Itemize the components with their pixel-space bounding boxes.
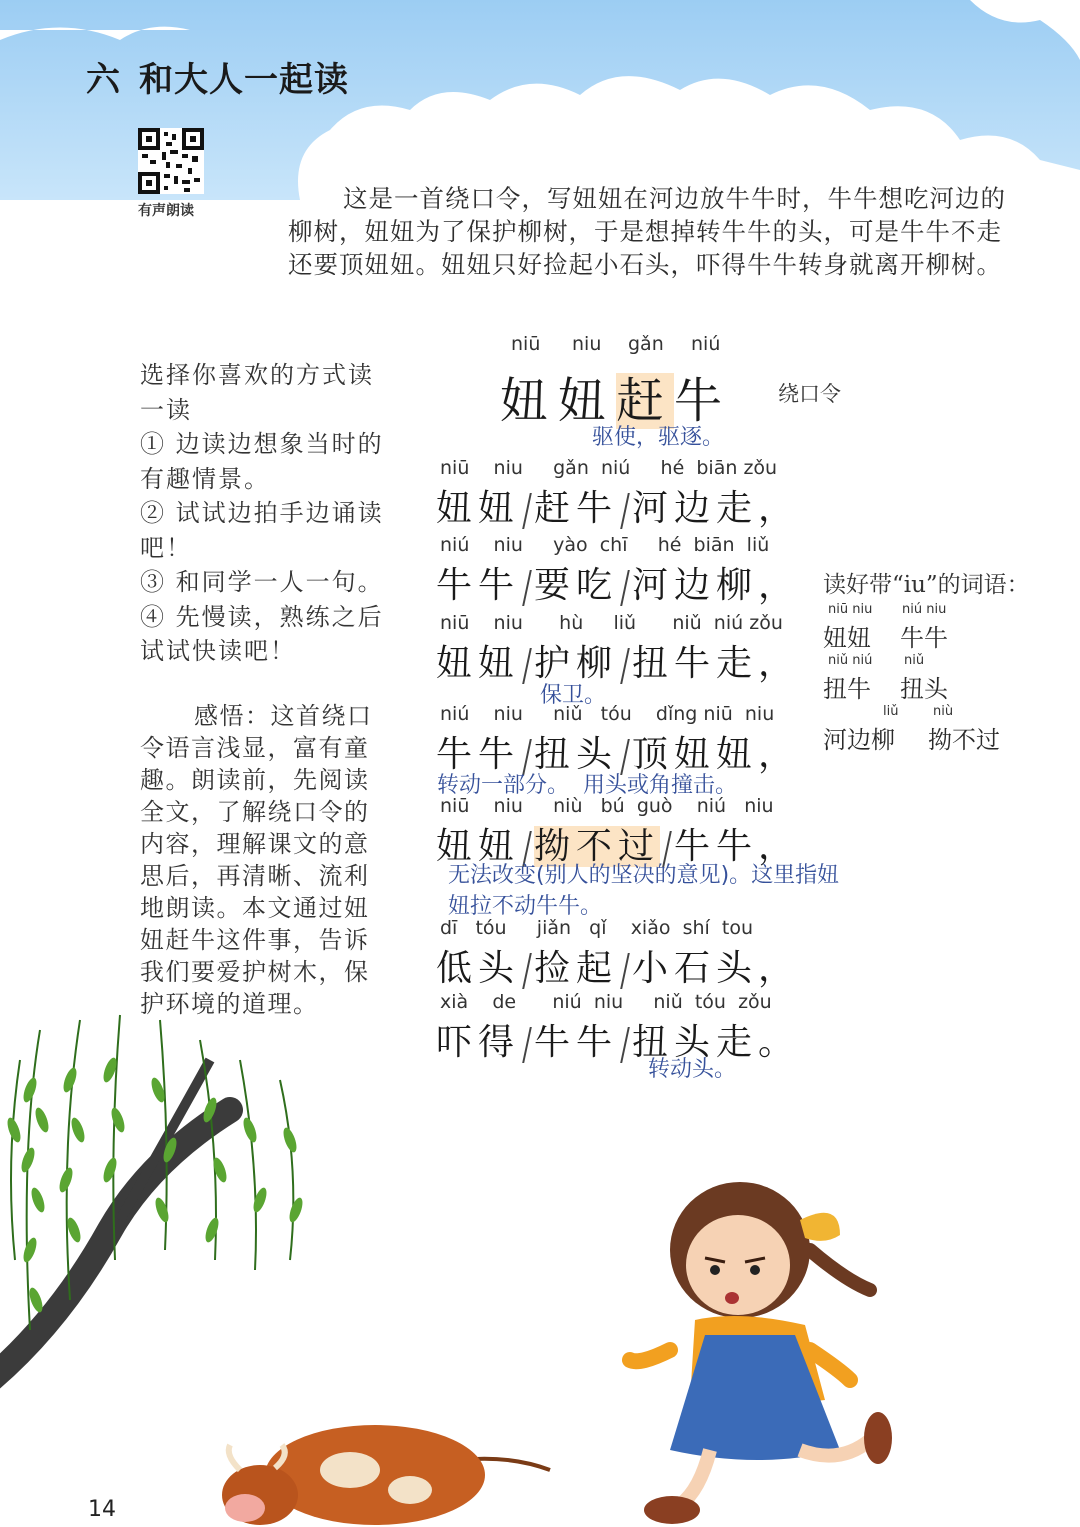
word-group: 赶牛 [534,488,619,529]
willow-tree-illustration [0,1000,320,1420]
word-annotation: 保卫。 [540,683,607,708]
word-pinyin: niú niu [902,602,947,617]
line-pinyin [440,917,753,939]
line-pinyin [440,703,774,725]
pinyin: zǒu [749,612,783,634]
pinyin: bú [600,795,625,817]
pinyin: niǔ [672,612,702,634]
word-pinyin: liǔ [883,704,899,719]
title-char: 牛 [674,373,733,429]
poem-line [436,940,800,991]
pinyin: niu [493,612,523,634]
iu-word-panel [823,566,1073,599]
pinyin: dī [440,917,458,939]
girl-illustration [610,1120,910,1527]
pinyin: biān [696,457,738,479]
word-group: 扭头走 [632,1022,759,1063]
poem-line [436,557,800,608]
iu-panel-heading: 读好带“iu”的词语： [823,572,1030,598]
poem-line [436,635,800,686]
intro-paragraph: 这是一首绕口令，写妞妞在河边放牛牛时，牛牛想吃河边的柳树，妞妞为了保护柳树，于是想掉转牛牛的头，可是牛牛不走还要顶妞妞。妞妞只好捡起小石头，吓得牛牛转身就离开柳树。 [288,184,1006,279]
pinyin: hé [660,457,685,479]
page-number: 14 [88,1497,116,1522]
pinyin: hù [559,612,584,634]
word-group: 捡起 [534,948,619,989]
word-group: 河边柳 [632,565,759,606]
word-pinyin: niǔ [904,653,925,668]
pinyin: biān [693,534,735,556]
poem-line [436,1014,800,1065]
pinyin: niù [553,795,583,817]
word-pinyin: niù [933,704,954,719]
pinyin: niú [552,991,582,1013]
pinyin: jiǎn [536,917,572,939]
insight-paragraph [140,700,390,1020]
word-group: 牛牛 [436,565,521,606]
line-pinyin [440,457,777,479]
cow-illustration [210,1400,570,1527]
punctuation: ， [758,643,801,684]
pinyin: niu [744,795,774,817]
qr-label: 有声朗读 [138,203,194,219]
pinyin: xiǎo [630,917,671,939]
word-group: 小石头 [632,948,759,989]
word-group: 妞妞 [436,826,521,867]
word-group: 妞妞 [436,643,521,684]
iu-word: 拗不过 [928,726,1000,754]
pinyin: tóu [694,991,726,1013]
pinyin: dǐng [655,703,698,725]
pinyin: zǒu [743,457,778,479]
punctuation: ， [758,734,801,775]
pinyin: guò [636,795,673,817]
word-group: 拗不过 [534,826,661,867]
pinyin: niu [493,534,523,556]
iu-word: 扭牛 [823,675,871,703]
punctuation: ， [758,565,801,606]
line-pinyin [440,534,769,556]
word-group: 低头 [436,948,521,989]
pinyin: niu [493,457,523,479]
pinyin: niú [713,612,744,634]
punctuation: ， [758,948,801,989]
pinyin: niu [493,703,523,725]
pinyin: shí [682,917,710,939]
word-group: 要吃 [534,565,619,606]
pinyin: niú [600,457,631,479]
word-annotation: 无法改变(别人的坚决的意见)。这里指妞妞拉不动牛牛。 [448,863,840,919]
instruction-item: ④ 先慢读，熟练之后试试快读吧！ [140,602,384,665]
genre-tag: 绕口令 [778,382,841,406]
poem-line [436,480,800,531]
word-group: 扭头 [534,734,619,775]
word-group: 河边走 [632,488,759,529]
word-pinyin: niū niu [828,602,873,617]
word-annotation: 转动一部分。 用头或角撞击。 [437,773,737,798]
pinyin: niū [703,703,733,725]
pinyin: niǔ [653,991,683,1013]
pinyin: niǔ [553,703,583,725]
qr-code[interactable] [138,128,204,194]
iu-word: 牛牛 [900,624,948,652]
pinyin: chī [599,534,628,556]
title-pinyin: niú [691,333,721,355]
title-char: 赶 [616,373,675,429]
unit-number: 六 [86,60,121,100]
word-pinyin: niǔ niú [828,653,873,668]
pinyin: tóu [600,703,632,725]
word-group: 牛牛 [534,1022,619,1063]
unit-title-text: 和大人一起读 [139,60,349,100]
word-group: 吓得 [436,1022,521,1063]
word-group: 牛牛 [436,734,521,775]
punctuation: 。 [758,1022,801,1063]
pinyin: niú [696,795,727,817]
iu-word: 妞妞 [823,624,871,652]
pinyin: qǐ [589,917,607,939]
punctuation: ， [758,826,801,867]
pinyin: niu [593,991,624,1013]
word-group: 扭牛走 [632,643,759,684]
word-group: 牛牛 [674,826,759,867]
pinyin: de [492,991,517,1013]
pinyin: yào [553,534,588,556]
insight-text: 感悟：这首绕口令语言浅显，富有童趣。朗读前，先阅读全文，了解绕口令的内容，理解课文的意思后，再清晰、流利地朗读。本文通过妞妞赶牛这件事，告诉我们要爱护树木，保护环境的道理。 [140,702,373,1018]
word-group: 妞妞 [436,488,521,529]
instruction-item: ② 试试边拍手边诵读吧！ [140,499,384,562]
line-pinyin [440,795,774,817]
word-annotation: 转动头。 [648,1057,737,1082]
line-pinyin [440,612,783,634]
pinyin: niú [440,534,470,556]
pinyin: niū [440,457,470,479]
line-pinyin [440,991,772,1013]
pinyin: liǔ [746,534,770,556]
pinyin: zǒu [738,991,772,1013]
punctuation: ， [758,488,801,529]
pinyin: hé [657,534,682,556]
reading-instructions [140,358,390,669]
pinyin: liǔ [613,612,637,634]
title-pinyin: gǎn [628,333,664,355]
instructions-heading: 选择你喜欢的方式读一读 [140,361,374,424]
unit-title [86,52,349,101]
pinyin: tou [721,917,754,939]
title-char: 妞 [500,373,559,429]
pinyin: niú [440,703,470,725]
word-group: 护柳 [534,643,619,684]
word-group: 顶妞妞 [632,734,759,775]
pinyin: tóu [475,917,507,939]
title-char: 妞 [558,373,617,429]
pinyin: niū [440,795,470,817]
pinyin: niu [493,795,523,817]
title-pinyin: niū [511,333,541,355]
title-pinyin: niu [572,333,602,355]
instruction-item: ③ 和同学一人一句。 [140,568,384,596]
pinyin: niū [440,612,470,634]
pinyin: xià [440,991,469,1013]
iu-word: 扭头 [900,675,948,703]
iu-word: 河边柳 [823,726,895,754]
pinyin: niu [744,703,775,725]
title-annotation: 驱使，驱逐。 [592,425,725,450]
pinyin: gǎn [553,457,589,479]
instruction-item: ① 边读边想象当时的有趣情景。 [140,430,384,493]
